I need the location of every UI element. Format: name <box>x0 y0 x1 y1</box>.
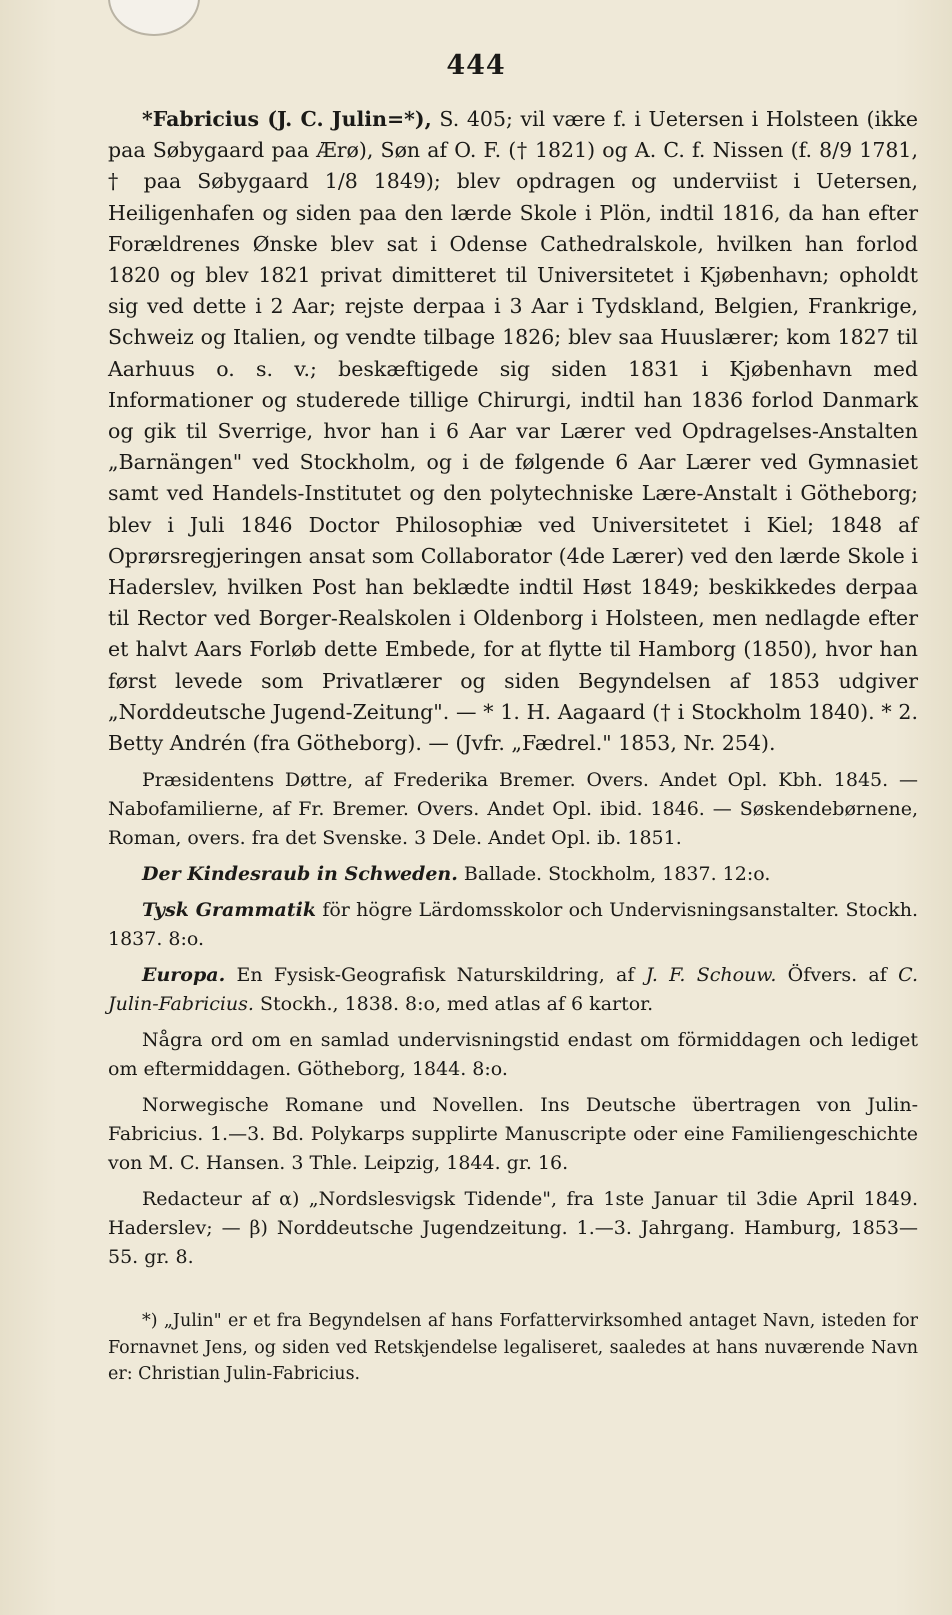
work-translator: C. Julin-Fabricius. <box>108 964 918 1016</box>
work-text: Öfvers. af <box>776 964 899 987</box>
page-number: 444 <box>446 50 506 81</box>
work-title: Europa. <box>142 964 226 987</box>
page-corner-stamp <box>108 0 200 36</box>
work-title: Tysk Grammatik <box>142 899 317 922</box>
work-text: Ballade. Stockholm, 1837. 12:o. <box>457 863 771 886</box>
work-title: Der Kindesraub in Schweden. <box>142 863 458 886</box>
entry-text: S. 405; vil være f. i Uetersen i Holsteen (ikke paa Søbygaard paa Ærø), Søn af O. F. († 1821) og A. C. f. Nissen (f. 8/9 1781, † paa Søbygaard 1/8 1849); blev opdragen og underviist i Uetersen, Heiligenhafen og siden paa den lærde Skole i Plön, indtil 1816, da han efter Forældrenes Ønske blev sat i Odense Cathedralskole, hvilken han forlod 1820 og blev 1821 privat dimitteret til Universitetet i Kjøbenhavn; opholdt sig ved dette i 2 Aar; rejste derpaa i 3 Aar i Tydskland, Belgien, Frankrige, Schweiz og Italien, og vendte tilbage 1826; blev saa Huuslærer; kom 1827 til Aarhuus o. s. v.; beskæftigede sig siden 1831 i Kjøbenhavn med Informationer og studerede tillige Chirurgi, indtil han 1836 forlod Danmark og gik til Sverrige, hvor han i 6 Aar var Lærer ved Opdragelses-Anstalten „Barnängen" ved Stockholm, og i de følgende 6 Aar Lærer ved Gymnasiet samt ved Handels-Institutet og den polytechniske Lære-Anstalt i Götheborg; blev i Juli 1846 Doctor Philosophiæ ved Universitetet i Kiel; 1848 af Oprørsregjeringen ansat som Collaborator (4de Lærer) ved den lærde Skole i Haderslev, hvilken Post han beklædte indtil Høst 1849; beskikkedes derpaa til Rector ved Borger-Realskolen i Oldenborg i Holsteen, men nedlagde efter et halvt Aars Forløb dette Embede, for at flytte til Hamborg (1850), hvor han først levede som Privatlærer og siden Begyndelsen af 1853 udgiver „Norddeutsche Jugend-Zeitung". — * 1. H. Aagaard († i Stockholm 1840). * 2. Betty Andrén (fra Götheborg). — (Jvfr. „Fædrel." 1853, Nr. 254). <box>108 107 918 756</box>
work-item <box>108 1026 918 1084</box>
work-item <box>108 766 918 853</box>
footnote: *) „Julin" er et fra Begyndelsen af hans Forfattervirksomhed antaget Navn, isteden for Fornavnet Jens, og siden ved Retskjendelse legaliseret, saaledes at hans nuværende Navn er: Christian Julin-Fabricius. <box>108 1311 918 1384</box>
work-item <box>108 961 918 1019</box>
entry-name: *Fabricius (J. C. Julin=*), <box>142 107 432 131</box>
work-text: Præsidentens Døttre, af Frederika Bremer. Overs. Andet Opl. Kbh. 1845. — Nabofamilierne, af Fr. Bremer. Overs. Andet Opl. ibid. 1846. — Søskendebørnene, Roman, overs. fra det Svenske. 3 Dele. Andet Opl. ib. 1851. <box>108 769 918 850</box>
work-item <box>108 860 918 889</box>
content <box>108 104 918 1272</box>
work-text: Stockh., 1838. 8:o, med atlas af 6 kartor. <box>253 993 654 1016</box>
work-text: för högre Lärdomsskolor och Undervisningsanstalter. Stockh. 1837. 8:o. <box>108 899 919 951</box>
work-item <box>108 896 918 954</box>
work-text: Norwegische Romane und Novellen. Ins Deutsche übertragen von Julin-Fabricius. 1.—3. Bd. Polykarps supplirte Manuscripte oder eine Familiengeschichte von M. C. Hansen. 3 Thle. Leipzig, 1844. gr. 16. <box>108 1094 918 1175</box>
work-text: Redacteur af α) „Nordslesvigsk Tidende", fra 1ste Januar til 3die April 1849. Haderslev; — β) Norddeutsche Jugendzeitung. 1.—3. Jahrgang. Hamburg, 1853—55. gr. 8. <box>108 1188 918 1269</box>
work-item <box>108 1185 918 1272</box>
biography-entry <box>108 104 918 759</box>
work-text: Några ord om en samlad undervisningstid endast om förmiddagen och lediget om eftermiddagen. Götheborg, 1844. 8:o. <box>108 1029 918 1081</box>
works-list <box>108 766 918 1272</box>
work-text: En Fysisk-Geografisk Naturskildring, af <box>225 964 646 987</box>
work-item <box>108 1091 918 1178</box>
work-author: J. F. Schouw. <box>645 964 777 987</box>
